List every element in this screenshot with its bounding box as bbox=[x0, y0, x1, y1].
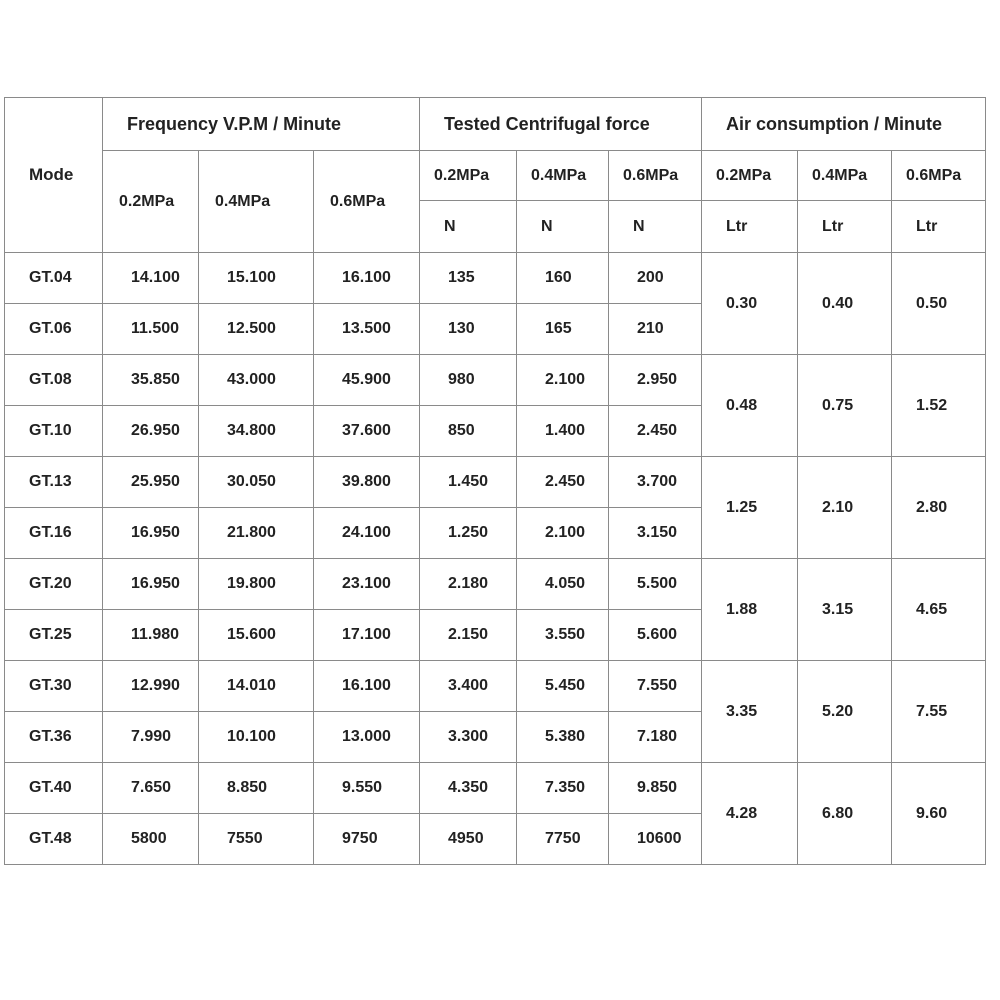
force-cell: 165 bbox=[517, 304, 609, 355]
force-cell: 1.250 bbox=[420, 508, 517, 559]
force-cell: 3.150 bbox=[609, 508, 702, 559]
model-cell: GT.16 bbox=[5, 508, 103, 559]
freq-pressure-header: 0.6MPa bbox=[314, 151, 420, 253]
frequency-cell: 13.500 bbox=[314, 304, 420, 355]
frequency-cell: 45.900 bbox=[314, 355, 420, 406]
force-pressure-header: 0.2MPa bbox=[420, 151, 517, 201]
frequency-cell: 12.500 bbox=[199, 304, 314, 355]
air-consumption-cell: 1.88 bbox=[702, 559, 798, 661]
air-consumption-cell: 1.52 bbox=[892, 355, 986, 457]
force-cell: 2.100 bbox=[517, 508, 609, 559]
force-cell: 3.550 bbox=[517, 610, 609, 661]
air-consumption-cell: 1.25 bbox=[702, 457, 798, 559]
frequency-cell: 9750 bbox=[314, 814, 420, 865]
force-cell: 2.450 bbox=[609, 406, 702, 457]
force-cell: 3.700 bbox=[609, 457, 702, 508]
force-cell: 10600 bbox=[609, 814, 702, 865]
model-cell: GT.06 bbox=[5, 304, 103, 355]
force-cell: 210 bbox=[609, 304, 702, 355]
air-unit-header: Ltr bbox=[702, 201, 798, 253]
frequency-cell: 8.850 bbox=[199, 763, 314, 814]
force-cell: 4.350 bbox=[420, 763, 517, 814]
frequency-cell: 5800 bbox=[103, 814, 199, 865]
force-cell: 1.400 bbox=[517, 406, 609, 457]
force-cell: 130 bbox=[420, 304, 517, 355]
table-row bbox=[5, 559, 986, 610]
force-cell: 5.450 bbox=[517, 661, 609, 712]
force-cell: 2.180 bbox=[420, 559, 517, 610]
frequency-cell: 15.600 bbox=[199, 610, 314, 661]
frequency-cell: 16.100 bbox=[314, 253, 420, 304]
air-consumption-cell: 4.65 bbox=[892, 559, 986, 661]
frequency-cell: 11.500 bbox=[103, 304, 199, 355]
frequency-cell: 16.950 bbox=[103, 508, 199, 559]
force-cell: 5.380 bbox=[517, 712, 609, 763]
frequency-cell: 9.550 bbox=[314, 763, 420, 814]
air-consumption-cell: 9.60 bbox=[892, 763, 986, 865]
force-cell: 4.050 bbox=[517, 559, 609, 610]
frequency-cell: 14.100 bbox=[103, 253, 199, 304]
air-consumption-cell: 0.30 bbox=[702, 253, 798, 355]
force-cell: 200 bbox=[609, 253, 702, 304]
frequency-cell: 34.800 bbox=[199, 406, 314, 457]
frequency-cell: 12.990 bbox=[103, 661, 199, 712]
frequency-cell: 21.800 bbox=[199, 508, 314, 559]
force-cell: 5.500 bbox=[609, 559, 702, 610]
air-consumption-cell: 4.28 bbox=[702, 763, 798, 865]
air-consumption-cell: 0.48 bbox=[702, 355, 798, 457]
force-cell: 160 bbox=[517, 253, 609, 304]
force-pressure-header: 0.6MPa bbox=[609, 151, 702, 201]
air-pressure-header: 0.6MPa bbox=[892, 151, 986, 201]
frequency-cell: 14.010 bbox=[199, 661, 314, 712]
frequency-cell: 23.100 bbox=[314, 559, 420, 610]
air-consumption-cell: 2.80 bbox=[892, 457, 986, 559]
air-pressure-header: 0.2MPa bbox=[702, 151, 798, 201]
force-cell: 135 bbox=[420, 253, 517, 304]
force-unit-header: N bbox=[609, 201, 702, 253]
model-cell: GT.30 bbox=[5, 661, 103, 712]
force-cell: 2.450 bbox=[517, 457, 609, 508]
model-cell: GT.08 bbox=[5, 355, 103, 406]
table-row bbox=[5, 763, 986, 814]
frequency-cell: 24.100 bbox=[314, 508, 420, 559]
frequency-cell: 15.100 bbox=[199, 253, 314, 304]
air-consumption-cell: 7.55 bbox=[892, 661, 986, 763]
force-cell: 9.850 bbox=[609, 763, 702, 814]
frequency-cell: 43.000 bbox=[199, 355, 314, 406]
force-pressure-header: 0.4MPa bbox=[517, 151, 609, 201]
frequency-header: Frequency V.P.M / Minute bbox=[103, 98, 420, 151]
table-row bbox=[5, 661, 986, 712]
table-row bbox=[5, 355, 986, 406]
frequency-cell: 26.950 bbox=[103, 406, 199, 457]
table-row bbox=[5, 457, 986, 508]
model-cell: GT.10 bbox=[5, 406, 103, 457]
air-consumption-cell: 6.80 bbox=[798, 763, 892, 865]
air-consumption-cell: 3.35 bbox=[702, 661, 798, 763]
frequency-cell: 37.600 bbox=[314, 406, 420, 457]
freq-pressure-header: 0.2MPa bbox=[103, 151, 199, 253]
freq-pressure-header: 0.4MPa bbox=[199, 151, 314, 253]
spec-table bbox=[4, 97, 986, 865]
force-unit-header: N bbox=[517, 201, 609, 253]
force-cell: 7.180 bbox=[609, 712, 702, 763]
table-row bbox=[5, 253, 986, 304]
frequency-cell: 17.100 bbox=[314, 610, 420, 661]
air-consumption-cell: 5.20 bbox=[798, 661, 892, 763]
frequency-cell: 25.950 bbox=[103, 457, 199, 508]
air-consumption-cell: 0.50 bbox=[892, 253, 986, 355]
force-cell: 2.150 bbox=[420, 610, 517, 661]
force-cell: 3.300 bbox=[420, 712, 517, 763]
force-unit-header: N bbox=[420, 201, 517, 253]
frequency-cell: 39.800 bbox=[314, 457, 420, 508]
force-cell: 2.950 bbox=[609, 355, 702, 406]
model-cell: GT.36 bbox=[5, 712, 103, 763]
force-cell: 980 bbox=[420, 355, 517, 406]
air-consumption-cell: 2.10 bbox=[798, 457, 892, 559]
model-cell: GT.25 bbox=[5, 610, 103, 661]
force-cell: 7.350 bbox=[517, 763, 609, 814]
frequency-cell: 7550 bbox=[199, 814, 314, 865]
frequency-cell: 35.850 bbox=[103, 355, 199, 406]
force-cell: 5.600 bbox=[609, 610, 702, 661]
force-cell: 7.550 bbox=[609, 661, 702, 712]
model-cell: GT.13 bbox=[5, 457, 103, 508]
force-cell: 850 bbox=[420, 406, 517, 457]
force-cell: 1.450 bbox=[420, 457, 517, 508]
frequency-cell: 19.800 bbox=[199, 559, 314, 610]
air-consumption-cell: 0.75 bbox=[798, 355, 892, 457]
frequency-cell: 10.100 bbox=[199, 712, 314, 763]
frequency-cell: 13.000 bbox=[314, 712, 420, 763]
model-cell: GT.48 bbox=[5, 814, 103, 865]
force-cell: 3.400 bbox=[420, 661, 517, 712]
air-consumption-header: Air consumption / Minute bbox=[702, 98, 986, 151]
model-cell: GT.40 bbox=[5, 763, 103, 814]
frequency-cell: 30.050 bbox=[199, 457, 314, 508]
frequency-cell: 7.990 bbox=[103, 712, 199, 763]
mode-header: Mode bbox=[5, 98, 103, 253]
air-unit-header: Ltr bbox=[892, 201, 986, 253]
air-unit-header: Ltr bbox=[798, 201, 892, 253]
centrifugal-force-header: Tested Centrifugal force bbox=[420, 98, 702, 151]
frequency-cell: 11.980 bbox=[103, 610, 199, 661]
air-pressure-header: 0.4MPa bbox=[798, 151, 892, 201]
force-cell: 7750 bbox=[517, 814, 609, 865]
model-cell: GT.04 bbox=[5, 253, 103, 304]
frequency-cell: 7.650 bbox=[103, 763, 199, 814]
force-cell: 2.100 bbox=[517, 355, 609, 406]
model-cell: GT.20 bbox=[5, 559, 103, 610]
table-body bbox=[5, 253, 986, 865]
force-cell: 4950 bbox=[420, 814, 517, 865]
air-consumption-cell: 3.15 bbox=[798, 559, 892, 661]
frequency-cell: 16.100 bbox=[314, 661, 420, 712]
frequency-cell: 16.950 bbox=[103, 559, 199, 610]
air-consumption-cell: 0.40 bbox=[798, 253, 892, 355]
